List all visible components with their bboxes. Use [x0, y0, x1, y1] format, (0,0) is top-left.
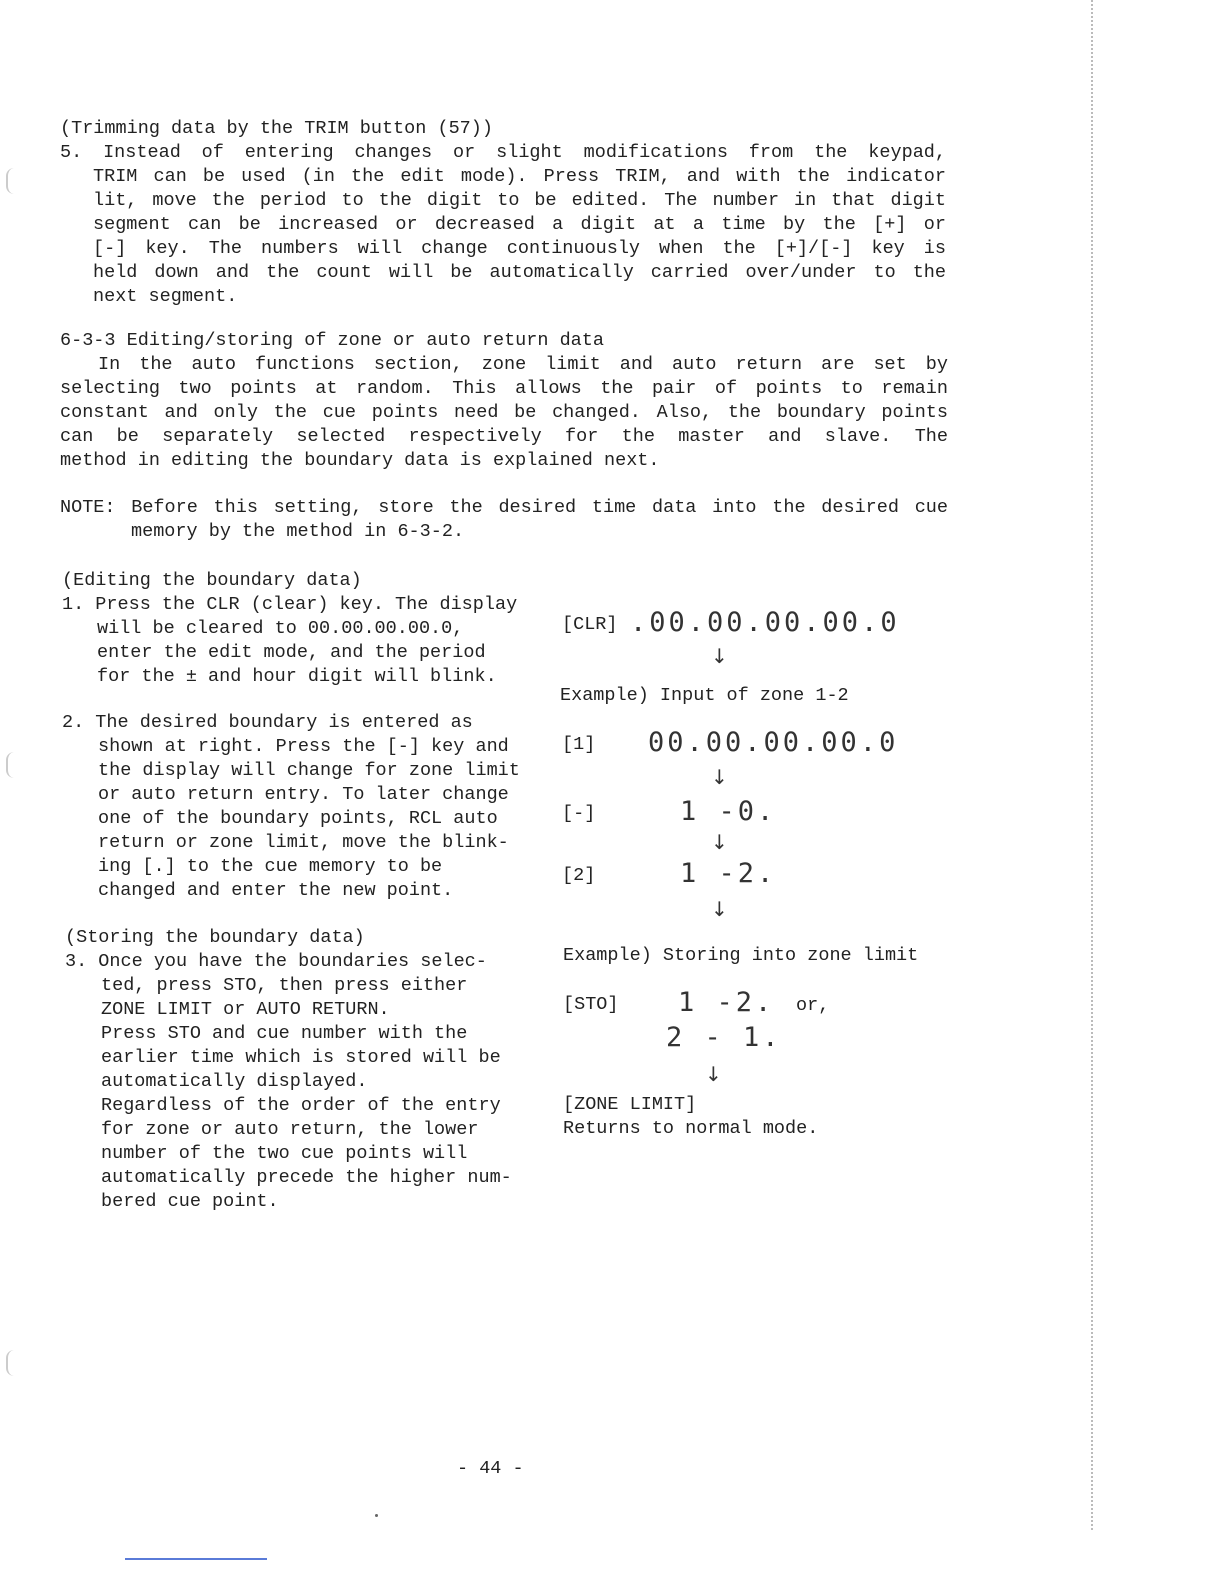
clr-display: .00.00.00.00.0 — [630, 607, 900, 638]
paragraph-line: next segment. — [93, 286, 238, 307]
key-1-label: [1] — [562, 734, 596, 755]
display-after-2: 1 -2. — [680, 858, 777, 889]
note-line-1: NOTE: Before this setting, store the desired time data into the desired cue — [60, 497, 948, 518]
paragraph-line: automatically displayed. — [101, 1071, 368, 1092]
note-line-2: memory by the method in 6-3-2. — [131, 521, 465, 542]
clr-key-label: [CLR] — [562, 614, 618, 635]
binding-mark — [6, 168, 18, 194]
binding-mark — [6, 752, 18, 778]
sto-display-b: 2 - 1. — [666, 1022, 782, 1053]
page-number: - 44 - — [457, 1458, 524, 1479]
sto-key-label: [STO] — [563, 994, 619, 1015]
paragraph-line: 2. The desired boundary is entered as — [62, 712, 473, 733]
paragraph-line: selecting two points at random. This allows the pair of points to remain — [60, 378, 948, 399]
example-2-caption: Example) Storing into zone limit — [563, 945, 919, 966]
paragraph-line: ing [.] to the cue memory to be — [98, 856, 443, 877]
paragraph-line: automatically precede the higher num- — [101, 1167, 512, 1188]
returns-normal-text: Returns to normal mode. — [563, 1118, 819, 1139]
scan-speck — [375, 1514, 378, 1517]
paragraph-line: earlier time which is stored will be — [101, 1047, 501, 1068]
down-arrow-icon: ↓ — [711, 830, 728, 854]
paragraph-line: TRIM can be used (in the edit mode). Press TRIM, and with the indicator — [93, 166, 946, 187]
example-1-caption: Example) Input of zone 1-2 — [560, 685, 849, 706]
paragraph-line: 3. Once you have the boundaries selec- — [65, 951, 487, 972]
paragraph-line: will be cleared to 00.00.00.00.0, — [97, 618, 464, 639]
editing-heading: (Editing the boundary data) — [62, 570, 362, 591]
display-after-1: 00.00.00.00.0 — [648, 727, 899, 758]
paragraph-line: constant and only the cue points need be changed. Also, the boundary points — [60, 402, 948, 423]
section-heading-6-3-3: 6-3-3 Editing/storing of zone or auto return data — [60, 330, 604, 351]
sto-display-a: 1 -2. — [678, 987, 775, 1018]
key-2-label: [2] — [562, 865, 596, 886]
paragraph-line: lit, move the period to the digit to be edited. The number in that digit — [93, 190, 946, 211]
paragraph-line: enter the edit mode, and the period — [97, 642, 486, 663]
paragraph-line: return or zone limit, move the blink- — [98, 832, 509, 853]
down-arrow-icon: ↓ — [705, 1062, 722, 1086]
key-minus-label: [-] — [562, 803, 596, 824]
paragraph-line: bered cue point. — [101, 1191, 279, 1212]
paragraph-line: can be separately selected respectively for the master and slave. The — [60, 426, 948, 447]
paragraph-line: changed and enter the new point. — [98, 880, 454, 901]
or-text: or, — [796, 995, 830, 1016]
paragraph-line: ted, press STO, then press either — [101, 975, 468, 996]
display-after-minus: 1 -0. — [680, 796, 777, 827]
paragraph-line: 5. Instead of entering changes or slight modifications from the keypad, — [60, 142, 946, 163]
paragraph-line: In the auto functions section, zone limit and auto return are set by — [98, 354, 948, 375]
paragraph-line: Press STO and cue number with the — [101, 1023, 468, 1044]
paragraph-line: for zone or auto return, the lower — [101, 1119, 479, 1140]
paragraph-line: [-] key. The numbers will change continuously when the [+]/[-] key is — [93, 238, 946, 259]
paragraph-line: 1. Press the CLR (clear) key. The display — [62, 594, 518, 615]
paragraph-line: shown at right. Press the [-] key and — [98, 736, 509, 757]
paragraph-line: segment can be increased or decreased a digit at a time by the [+] or — [93, 214, 946, 235]
paragraph-line: number of the two cue points will — [101, 1143, 468, 1164]
binding-mark — [6, 1350, 18, 1376]
zone-limit-key-label: [ZONE LIMIT] — [563, 1094, 697, 1115]
down-arrow-icon: ↓ — [711, 765, 728, 789]
trim-heading: (Trimming data by the TRIM button (57)) — [60, 118, 493, 139]
paragraph-line: method in editing the boundary data is explained next. — [60, 450, 660, 471]
down-arrow-icon: ↓ — [711, 897, 728, 921]
storing-heading: (Storing the boundary data) — [65, 927, 365, 948]
paragraph-line: for the ± and hour digit will blink. — [97, 666, 497, 687]
paragraph-line: ZONE LIMIT or AUTO RETURN. — [101, 999, 390, 1020]
paragraph-line: held down and the count will be automatically carried over/under to the — [93, 262, 946, 283]
page-edge-dotted — [1091, 0, 1093, 1530]
paragraph-line: the display will change for zone limit — [98, 760, 520, 781]
paragraph-line: one of the boundary points, RCL auto — [98, 808, 498, 829]
blue-underline-mark — [125, 1558, 267, 1560]
paragraph-line: or auto return entry. To later change — [98, 784, 509, 805]
down-arrow-icon: ↓ — [711, 644, 728, 668]
paragraph-line: Regardless of the order of the entry — [101, 1095, 501, 1116]
